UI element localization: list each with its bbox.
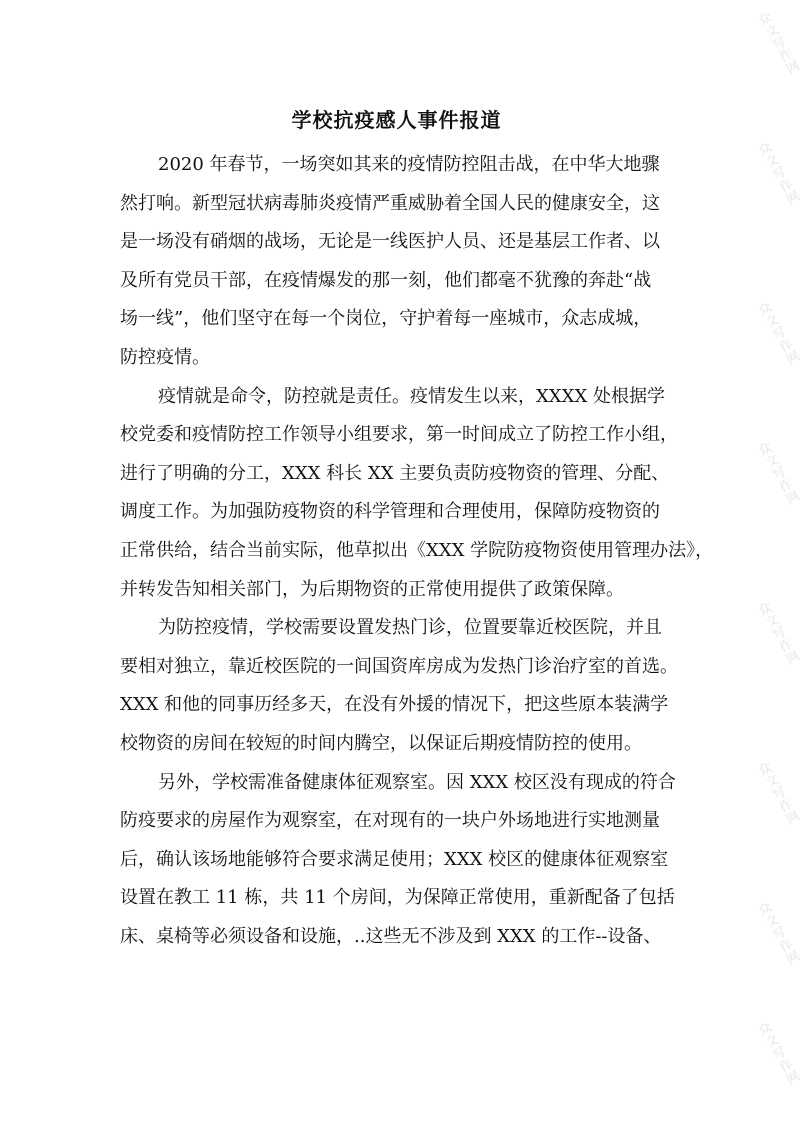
paragraph-1-line-5: 场一线”，他们坚守在每一个岗位，守护着每一座城市，众志成城， [120, 308, 652, 330]
paragraph-2-line-5: 正常供给，结合当前实际，他草拟出《XXX 学院防疫物资使用管理办法》， [120, 539, 714, 561]
paragraph-3-line-4: 校物资的房间在较短的时间内腾空，以保证后期疫情防控的使用。 [120, 732, 642, 754]
paragraph-4-line-3: 后，确认该场地能够符合要求满足使用；XXX 校区的健康体征观察室 [120, 848, 669, 870]
watermark-text: 众文写作网 [753, 140, 802, 209]
watermark-text: 众文写作网 [753, 760, 802, 829]
watermark-text: 众文写作网 [753, 440, 802, 509]
paragraph-4-line-5: 床、桌椅等必须设备和设施，..这些无不涉及到 XXX 的工作--设备、 [120, 925, 662, 947]
watermark-column [753, 0, 802, 1122]
paragraph-2-line-3: 进行了明确的分工，XXX 科长 XX 主要负责防疫物资的管理、分配、 [120, 462, 670, 484]
watermark-text: 众文写作网 [753, 900, 802, 969]
document-body [120, 146, 714, 956]
paragraph-1-line-1: 2020 年春节，一场突如其来的疫情防控阻击战，在中华大地骤 [158, 154, 660, 175]
watermark-text: 众文写作网 [753, 600, 802, 669]
paragraph-4-line-1: 另外，学校需准备健康体征观察室。因 XXX 校区没有现成的符合 [158, 771, 676, 793]
paragraph-1-line-3: 是一场没有硝烟的战场，无论是一线医护人员、还是基层工作者、以 [120, 231, 660, 253]
paragraph-3-line-3: XXX 和他的同事历经多天，在没有外援的情况下，把这些原本装满学 [120, 694, 669, 716]
paragraph-4-line-4: 设置在教工 11 栋，共 11 个房间，为保障正常使用，重新配备了包括 [120, 887, 675, 909]
paragraph-2-line-4: 调度工作。为加强防疫物资的科学管理和合理使用，保障防疫物资的 [120, 501, 660, 523]
paragraph-2-line-1: 疫情就是命令，防控就是责任。疫情发生以来，XXXX 处根据学 [158, 385, 665, 407]
paragraph-3-line-2: 要相对独立，靠近校医院的一间国资库房成为发热门诊治疗室的首选。 [120, 655, 678, 677]
document-title: 学校抗疫感人事件报道 [291, 108, 502, 132]
paragraph-3-line-1: 为防控疫情，学校需要设置发热门诊，位置要靠近校医院，并且 [158, 617, 662, 639]
paragraph-2-line-2: 校党委和疫情防控工作领导小组要求，第一时间成立了防控工作小组， [120, 424, 678, 446]
paragraph-1-line-4: 及所有党员干部，在疫情爆发的那一刻，他们都毫不犹豫的奔赴“战 [120, 269, 652, 291]
watermark-text: 众文写作网 [753, 10, 802, 79]
paragraph-1-line-2: 然打响。新型冠状病毒肺炎疫情严重威胁着全国人民的健康安全，这 [120, 192, 660, 214]
paragraph-1-line-6: 防控疫情。 [120, 346, 210, 368]
paragraph-2-line-6: 并转发告知相关部门，为后期物资的正常使用提供了政策保障。 [120, 578, 624, 600]
watermark-text: 众文写作网 [753, 300, 802, 369]
paragraph-4-line-2: 防疫要求的房屋作为观察室，在对现有的一块户外场地进行实地测量 [120, 810, 660, 832]
watermark-text: 众文写作网 [753, 1020, 802, 1089]
